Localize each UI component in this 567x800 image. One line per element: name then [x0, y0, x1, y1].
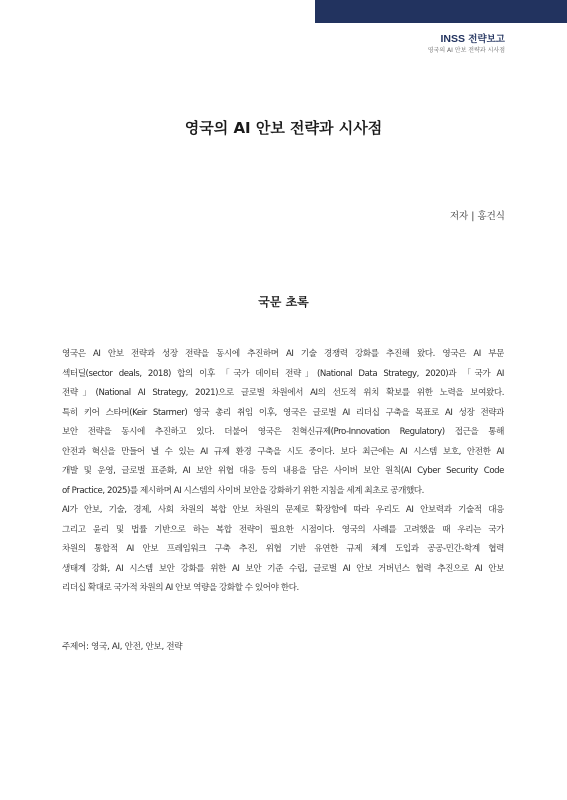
abstract-body: [62, 345, 504, 599]
abstract-line: 차원의 통합적 AI 안보 프레임워크 구축 추진, 위협 기반 유연한 규제 체계 도입과 공공-민간-학계 협력: [62, 544, 504, 554]
header-color-bar: [315, 0, 567, 23]
abstract-line: 전략」(National AI Strategy, 2021)으로 글로벌 차원에서 AI의 선도적 위치 확보를 위한 노력을 보여왔다.: [62, 388, 504, 398]
abstract-line: 생태계 강화, AI 시스템 보안 강화를 위한 AI 보안 기준 수립, 글로벌 AI 안보 거버넌스 협력 추진으로 AI 안보: [62, 563, 504, 574]
abstract-heading: 국문 초록: [258, 295, 309, 309]
abstract-line: 특히 키어 스타머(Keir Starmer) 영국 총리 취임 이후, 영국은 글로벌 AI 리더십 구축을 목표로 AI 성장 전략과: [62, 407, 504, 418]
abstract-line: of Practice, 2025)를 제시하며 AI 시스템의 사이버 보안을 강화하기 위한 지침을 세계 최초로 공개했다.: [62, 485, 424, 496]
author-line: 저자 | 홍건식: [449, 211, 505, 222]
abstract-line: 리더십 확대로 국가적 차원의 AI 안보 역량을 강화할 수 있어야 한다.: [62, 583, 299, 593]
abstract-line: 안전과 혁신을 만들어 낼 수 있는 AI 규제 환경 구축을 시도 중이다. 보다 최근에는 AI 시스템 보호, 안전한 AI: [62, 446, 504, 457]
brand-series: 전략보고: [468, 34, 505, 45]
abstract-line: 영국은 AI 안보 전략과 성장 전략을 동시에 추진하며 AI 기술 경쟁력 강화를 추진해 왔다. 영국은 AI 부문: [62, 349, 504, 359]
header-subtitle: 영국의 AI 안보 전략과 시사점: [427, 47, 505, 54]
abstract-line: 섹터딜(sector deals, 2018) 합의 이후 「국가 데이터 전략」(National Data Strategy, 2020)과 「국가 AI: [62, 368, 504, 379]
abstract-line: AI가 안보, 기술, 경제, 사회 차원의 복합 안보 차원의 문제로 확장함에 따라 우리도 AI 안보력과 기술적 대응: [62, 505, 504, 515]
brand-logo: [440, 31, 505, 45]
keywords-line: 주제어: 영국, AI, 안전, 안보, 전략: [62, 642, 183, 652]
page-title: 영국의 AI 안보 전략과 시사점: [184, 119, 383, 137]
abstract-line: 개발 및 운영, 글로벌 표준화, AI 보안 위협 대응 등의 내용을 담은 사이버 보안 원칙(AI Cyber Security Code: [62, 466, 504, 476]
brand-org: INSS: [440, 33, 465, 45]
abstract-line: 그리고 윤리 및 법률 기반으로 하는 복합 전략이 필요한 시점이다. 영국의 사례를 고려했을 때 우리는 국가: [62, 524, 504, 535]
abstract-line: 보안 전략을 동시에 추진하고 있다. 더불어 영국은 친혁신규제(Pro-Innovation Regulatory) 접근을 통해: [62, 427, 504, 437]
